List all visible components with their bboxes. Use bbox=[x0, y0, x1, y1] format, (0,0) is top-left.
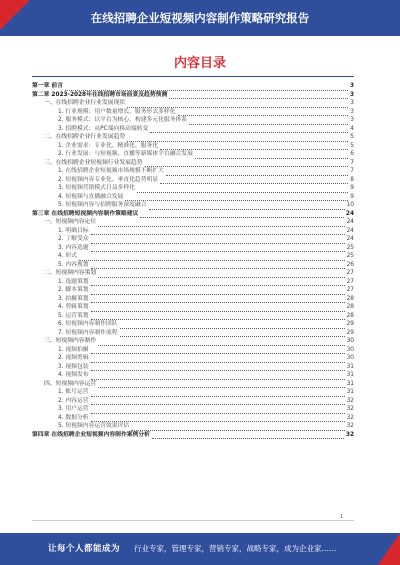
toc-entry-text: 4. 数据分析 bbox=[58, 414, 89, 421]
toc-entry-text: 第四章 在线招聘企业短视频内容制作案例分析 bbox=[32, 431, 150, 438]
toc-leader-dots bbox=[91, 390, 345, 397]
toc-leader-dots bbox=[91, 228, 345, 235]
toc-entry[interactable] bbox=[32, 380, 354, 389]
toc-entry-page: 27 bbox=[346, 287, 354, 293]
toc-entry-page: 31 bbox=[346, 389, 354, 395]
toc-entry[interactable] bbox=[32, 218, 354, 227]
toc-entry-text: 一、在线招聘企业行业发展现状 bbox=[44, 100, 126, 106]
toc-entry[interactable] bbox=[32, 431, 354, 440]
toc-entry[interactable] bbox=[32, 116, 354, 125]
toc-leader-dots bbox=[160, 143, 348, 150]
toc-entry[interactable] bbox=[32, 320, 354, 329]
toc-leader-dots bbox=[189, 118, 348, 125]
toc-leader-dots bbox=[131, 424, 344, 431]
toc-divider bbox=[32, 76, 354, 77]
toc-entry[interactable] bbox=[32, 167, 354, 176]
toc-entry-text: 1. 账号运营 bbox=[58, 389, 89, 395]
toc-entry[interactable] bbox=[32, 422, 354, 431]
toc-entry[interactable] bbox=[32, 354, 354, 363]
toc-entry[interactable] bbox=[32, 286, 354, 295]
toc-entry[interactable] bbox=[32, 159, 354, 168]
toc-entry-page: 32 bbox=[346, 423, 354, 429]
toc-leader-dots bbox=[127, 101, 348, 108]
toc-entry[interactable] bbox=[32, 133, 354, 142]
toc-leader-dots bbox=[140, 211, 344, 218]
toc-entry-text: 三、短视频内容制作 bbox=[44, 338, 97, 344]
toc-entry-text: 5. 短视频内容与招聘服务深度融合 bbox=[58, 202, 147, 208]
toc-entry-page: 24 bbox=[346, 219, 354, 225]
report-title: 在线招聘企业短视频内容制作策略研究报告 bbox=[90, 11, 310, 25]
toc-leader-dots bbox=[195, 152, 348, 159]
toc-entry-text: 4. 形式 bbox=[58, 253, 77, 259]
toc-entry-text: 4. 剪辑策划 bbox=[58, 304, 89, 310]
toc-entry-text: 3. 内容选题 bbox=[58, 244, 89, 251]
toc-entry[interactable] bbox=[32, 184, 354, 193]
toc-entry-page: 31 bbox=[346, 372, 354, 378]
toc-entry-page: 31 bbox=[346, 380, 354, 387]
toc-entry-text: 5. 内容规划 bbox=[58, 261, 89, 268]
toc-entry-text: 4. 短视频与直播融合发展 bbox=[58, 193, 124, 200]
toc-entry-text: 第二章 2023-2028年在线招聘市场前景及趋势预测 bbox=[32, 91, 168, 98]
toc-entry-text: 2. 行业发展：与短视频、直播等新媒体平台融合发展 bbox=[58, 151, 193, 157]
bottom-divider bbox=[32, 520, 354, 521]
toc-entry[interactable] bbox=[32, 176, 354, 185]
footer-slogan: 让每个人都能成为 bbox=[48, 544, 121, 554]
toc-entry-page: 7 bbox=[350, 159, 354, 166]
toc-entry[interactable] bbox=[32, 303, 354, 312]
toc-entry-text: 3. 拍摄策划 bbox=[58, 295, 89, 302]
toc-leader-dots bbox=[160, 177, 348, 184]
toc-entry[interactable] bbox=[32, 397, 354, 406]
toc-leader-dots bbox=[98, 271, 344, 278]
toc-leader-dots bbox=[65, 84, 348, 91]
toc-entry-page: 30 bbox=[346, 346, 354, 353]
toc-entry[interactable] bbox=[32, 312, 354, 321]
toc-entry-text: 3. 短视频营销模式日益多样化 bbox=[58, 185, 135, 191]
toc-entry-text: 3. 招聘模式：从PC端向移动端转变 bbox=[58, 125, 149, 132]
toc-leader-dots bbox=[91, 279, 345, 286]
toc-leader-dots bbox=[91, 373, 345, 380]
toc-leader-dots bbox=[120, 322, 345, 329]
toc-entry-page: 27 bbox=[346, 278, 354, 285]
toc-leader-dots bbox=[91, 407, 345, 414]
toc-entry[interactable] bbox=[32, 388, 354, 397]
toc-entry-text: 7. 短视频内容制作流程 bbox=[58, 329, 118, 336]
toc-leader-dots bbox=[91, 364, 345, 371]
toc-entry-page: 3 bbox=[350, 100, 354, 106]
toc-entry-text: 1. 选题策划 bbox=[58, 278, 89, 285]
toc-entry-page: 3 bbox=[349, 83, 354, 89]
toc-entry-page: 30 bbox=[346, 338, 354, 344]
toc-leader-dots bbox=[152, 432, 344, 439]
toc-entry-page: 3 bbox=[350, 108, 354, 115]
toc-entry[interactable] bbox=[32, 363, 354, 372]
toc-entry[interactable] bbox=[32, 244, 354, 253]
toc-entry-text: 5. 运营策划 bbox=[58, 312, 89, 319]
toc-entry-text: 二、短视频内容策划 bbox=[44, 270, 97, 276]
toc-entry[interactable] bbox=[32, 295, 354, 304]
toc-entry[interactable] bbox=[32, 371, 354, 380]
toc-entry[interactable] bbox=[32, 99, 354, 108]
toc-entry-page: 29 bbox=[346, 321, 354, 327]
toc-entry[interactable] bbox=[32, 150, 354, 159]
toc-entry-text: 2. 内容运营 bbox=[58, 397, 89, 404]
toc-leader-dots bbox=[145, 160, 349, 167]
toc-entry-text: 2. 服务模式：以平台为核心，构建多元化服务体系 bbox=[58, 117, 188, 123]
toc-entry-page: 3 bbox=[350, 117, 354, 123]
toc-entry-page: 29 bbox=[346, 329, 354, 336]
toc-leader-dots bbox=[91, 305, 345, 312]
toc-leader-dots bbox=[91, 262, 345, 269]
toc-entry[interactable] bbox=[32, 142, 354, 151]
toc-entry-page: 27 bbox=[346, 270, 354, 276]
toc-entry-page: 25 bbox=[346, 244, 354, 251]
toc-entry[interactable] bbox=[32, 405, 354, 414]
toc-entry-page: 3 bbox=[349, 91, 354, 98]
toc-entry-page: 8 bbox=[350, 176, 354, 183]
toc-leader-dots bbox=[178, 109, 349, 116]
table-of-contents bbox=[32, 82, 354, 439]
toc-entry-page: 32 bbox=[346, 414, 354, 421]
toc-heading: 内容目录 bbox=[173, 56, 226, 71]
toc-leader-dots bbox=[98, 339, 344, 346]
toc-leader-dots bbox=[149, 203, 345, 210]
toc-entry-text: 3. 用户运营 bbox=[58, 406, 89, 412]
toc-leader-dots bbox=[79, 254, 345, 261]
toc-entry[interactable] bbox=[32, 252, 354, 261]
toc-leader-dots bbox=[91, 288, 345, 295]
toc-entry[interactable] bbox=[32, 91, 354, 100]
toc-entry-page: 31 bbox=[346, 363, 354, 370]
toc-leader-dots bbox=[91, 398, 345, 405]
toc-entry-page: 32 bbox=[346, 397, 354, 404]
toc-entry-page: 24 bbox=[346, 236, 354, 242]
toc-entry-page: 28 bbox=[346, 304, 354, 310]
toc-entry-text: 一、短视频内容定位 bbox=[44, 219, 97, 225]
toc-entry[interactable] bbox=[32, 235, 354, 244]
toc-entry[interactable] bbox=[32, 227, 354, 236]
toc-leader-dots bbox=[91, 347, 345, 354]
toc-leader-dots bbox=[98, 381, 344, 388]
toc-entry-text: 1. 视频拍摄 bbox=[58, 346, 89, 353]
toc-entry[interactable] bbox=[32, 82, 354, 91]
toc-entry-page: 32 bbox=[346, 406, 354, 412]
toc-entry-page: 24 bbox=[346, 227, 354, 234]
toc-entry-text: 四、短视频内容运营 bbox=[44, 380, 97, 387]
toc-entry[interactable] bbox=[32, 210, 354, 219]
footer-accent-stripe bbox=[378, 533, 400, 565]
toc-entry-text: 二、在线招聘企业行业发展趋势 bbox=[44, 134, 126, 140]
toc-leader-dots bbox=[91, 415, 345, 422]
toc-entry-text: 1. 行业规模：用户数量增长，服务形式多样化 bbox=[58, 108, 176, 115]
toc-leader-dots bbox=[91, 313, 345, 320]
header-bar bbox=[0, 0, 400, 36]
toc-entry-page: 5 bbox=[350, 134, 354, 140]
toc-entry[interactable] bbox=[32, 261, 354, 270]
toc-entry[interactable] bbox=[32, 278, 354, 287]
toc-entry[interactable] bbox=[32, 193, 354, 202]
toc-entry[interactable] bbox=[32, 125, 354, 134]
toc-entry-page: 9 bbox=[350, 185, 354, 191]
toc-entry[interactable] bbox=[32, 337, 354, 346]
toc-entry-text: 1. 在线招聘企业短视频市场规模不断扩大 bbox=[58, 168, 164, 174]
toc-entry-text: 2. 视频剪辑 bbox=[58, 355, 89, 361]
toc-entry-text: 5. 短视频内容运营效果评估 bbox=[58, 423, 130, 429]
toc-leader-dots bbox=[120, 330, 345, 337]
toc-leader-dots bbox=[91, 296, 345, 303]
toc-entry-text: 三、在线招聘企业短视频行业发展趋势 bbox=[44, 159, 143, 166]
toc-leader-dots bbox=[98, 220, 344, 227]
toc-entry-page: 30 bbox=[346, 355, 354, 361]
toc-entry[interactable] bbox=[32, 269, 354, 278]
toc-entry-page: 10 bbox=[346, 202, 354, 208]
toc-leader-dots bbox=[169, 92, 348, 99]
toc-leader-dots bbox=[127, 135, 348, 142]
toc-entry-page: 6 bbox=[350, 151, 354, 157]
toc-entry-page: 26 bbox=[346, 261, 354, 268]
toc-entry-text: 2. 了解受众 bbox=[58, 236, 89, 242]
toc-leader-dots bbox=[166, 169, 348, 176]
toc-entry-page: 9 bbox=[350, 193, 354, 200]
toc-entry-text: 4. 视频发布 bbox=[58, 372, 89, 378]
footer-tags: 行业专家，管理专家，营销专家，战略专家，成为企业家…… bbox=[134, 544, 337, 553]
toc-entry[interactable] bbox=[32, 329, 354, 338]
toc-entry-page: 28 bbox=[346, 312, 354, 319]
toc-entry-text: 2. 脚本策划 bbox=[58, 287, 89, 293]
footer-banner bbox=[0, 533, 400, 565]
toc-entry-text: 1. 企业需求：专业化、精准化、服务化 bbox=[58, 142, 159, 149]
toc-leader-dots bbox=[91, 245, 345, 252]
toc-leader-dots bbox=[125, 194, 348, 201]
toc-entry-text: 第一章 前言 bbox=[32, 83, 64, 89]
toc-entry-page: 25 bbox=[346, 253, 354, 259]
toc-entry-text: 6. 短视频内容制作团队 bbox=[58, 321, 118, 327]
toc-entry-page: 28 bbox=[346, 295, 354, 302]
toc-leader-dots bbox=[137, 186, 348, 193]
page-number: 1 bbox=[340, 514, 344, 520]
toc-entry-page: 5 bbox=[350, 142, 354, 149]
toc-entry-page: 7 bbox=[350, 168, 354, 174]
toc-entry-page: 32 bbox=[345, 431, 354, 438]
toc-entry[interactable] bbox=[32, 201, 354, 210]
toc-entry-text: 2. 短视频内容专业化、垂直化趋势明显 bbox=[58, 176, 159, 183]
toc-entry[interactable] bbox=[32, 108, 354, 117]
toc-entry-text: 第三章 在线招聘短视频内容制作策略建议 bbox=[32, 210, 139, 217]
toc-leader-dots bbox=[91, 356, 345, 363]
toc-entry-page: 4 bbox=[350, 125, 354, 132]
toc-leader-dots bbox=[91, 237, 345, 244]
toc-entry-page: 24 bbox=[345, 210, 354, 217]
toc-entry[interactable] bbox=[32, 346, 354, 355]
toc-leader-dots bbox=[150, 126, 348, 133]
toc-entry[interactable] bbox=[32, 414, 354, 423]
toc-entry-text: 1. 明确目标 bbox=[58, 227, 89, 234]
toc-entry-text: 3. 视频包装 bbox=[58, 363, 89, 370]
